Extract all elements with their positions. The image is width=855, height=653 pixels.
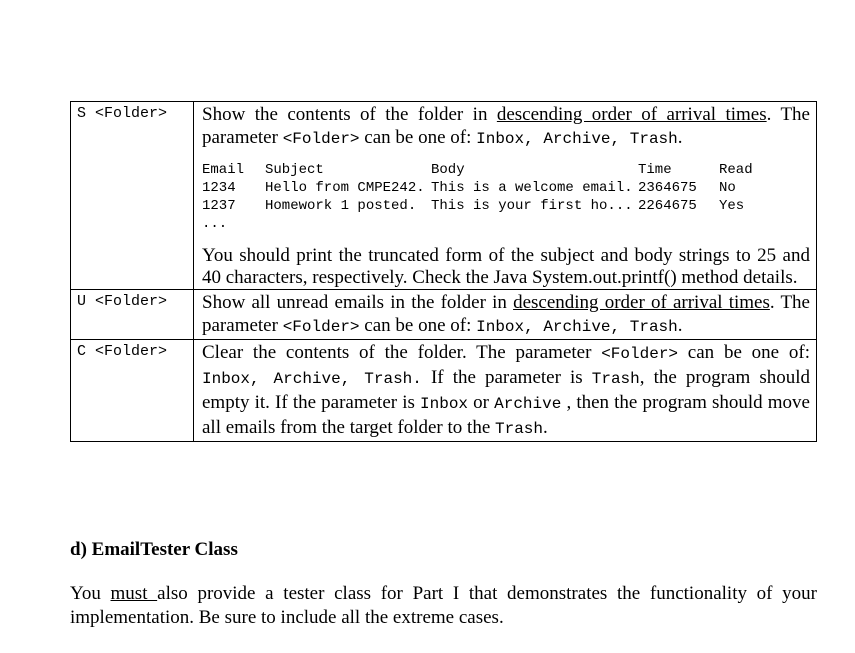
example-header-row	[202, 161, 810, 179]
body-paragraph	[70, 582, 817, 630]
example-row	[202, 179, 810, 197]
cell-read: No	[719, 180, 736, 196]
trash-code: Trash	[495, 420, 544, 438]
param-code: <Folder>	[282, 130, 360, 148]
param-code: <Folder>	[601, 345, 679, 363]
inbox-code: Inbox	[420, 395, 469, 413]
note-text: You should print the truncated form of the subject and body strings to 25 and 40 characters, respectively. Check the Java System.out.printf() method details.	[202, 245, 810, 288]
example-ellipsis: ...	[202, 216, 228, 232]
desc-text: can be one of:	[359, 127, 477, 148]
paragraph-underlined: must	[110, 583, 158, 604]
column-header: Read	[719, 162, 753, 178]
example-row	[202, 197, 810, 215]
options-code: Inbox, Archive, Trash	[476, 318, 678, 336]
trash-code: Trash	[591, 370, 640, 388]
column-header: Time	[638, 162, 672, 178]
column-header: Body	[431, 162, 465, 178]
options-code: Inbox, Archive, Trash	[476, 130, 678, 148]
command-code: S <Folder>	[71, 102, 194, 290]
cell-read: Yes	[719, 198, 745, 214]
command-description	[194, 340, 817, 442]
example-output	[202, 161, 810, 233]
desc-text: Show all unread emails in the folder in	[202, 292, 514, 313]
column-header: Email	[202, 162, 245, 178]
desc-text: can be one of:	[359, 315, 477, 336]
options-code: Inbox, Archive, Trash.	[202, 370, 422, 388]
table-row	[71, 340, 817, 442]
column-header: Subject	[265, 162, 324, 178]
desc-text: .	[543, 417, 548, 438]
cell-subject: Homework 1 posted.	[265, 198, 417, 214]
desc-text: Clear the contents of the folder. The parameter	[202, 342, 602, 363]
table-row	[71, 290, 817, 340]
paragraph-text: also provide a tester class for Part I that demonstrates the functionality of your implementation. Be sure to include all the extreme cases.	[70, 583, 817, 628]
desc-text: can be one of:	[678, 342, 810, 363]
param-code: <Folder>	[282, 318, 360, 336]
cell-email: 1234	[202, 180, 236, 196]
cell-email: 1237	[202, 198, 236, 214]
desc-text: Show the contents of the folder in	[202, 104, 497, 125]
cell-time: 2264675	[638, 198, 697, 214]
section-heading: d) EmailTester Class	[70, 539, 238, 560]
table-row	[71, 102, 817, 290]
cell-body: This is your first ho...	[431, 198, 633, 214]
desc-text: . The parameter	[202, 104, 810, 148]
archive-code: Archive	[494, 395, 562, 413]
desc-text: , the program should empty it. If the parameter is	[202, 367, 810, 413]
desc-text: .	[677, 127, 683, 148]
desc-text: or	[468, 392, 495, 413]
cell-subject: Hello from CMPE242.	[265, 180, 425, 196]
command-description	[194, 290, 817, 340]
command-description	[194, 102, 817, 290]
command-code: C <Folder>	[71, 340, 194, 442]
desc-text: If the parameter is	[421, 367, 592, 388]
desc-text: . The parameter	[202, 292, 810, 336]
command-code: U <Folder>	[71, 290, 194, 340]
cell-time: 2364675	[638, 180, 697, 196]
desc-underlined: descending order of arrival times	[513, 292, 770, 313]
command-table	[70, 101, 817, 442]
desc-text: , then the program should move all emails from the target folder to the	[202, 392, 810, 438]
desc-underlined: descending order of arrival times	[496, 104, 767, 125]
cell-body: This is a welcome email.	[431, 180, 633, 196]
desc-text: .	[677, 315, 683, 336]
paragraph-text: You	[70, 583, 111, 604]
